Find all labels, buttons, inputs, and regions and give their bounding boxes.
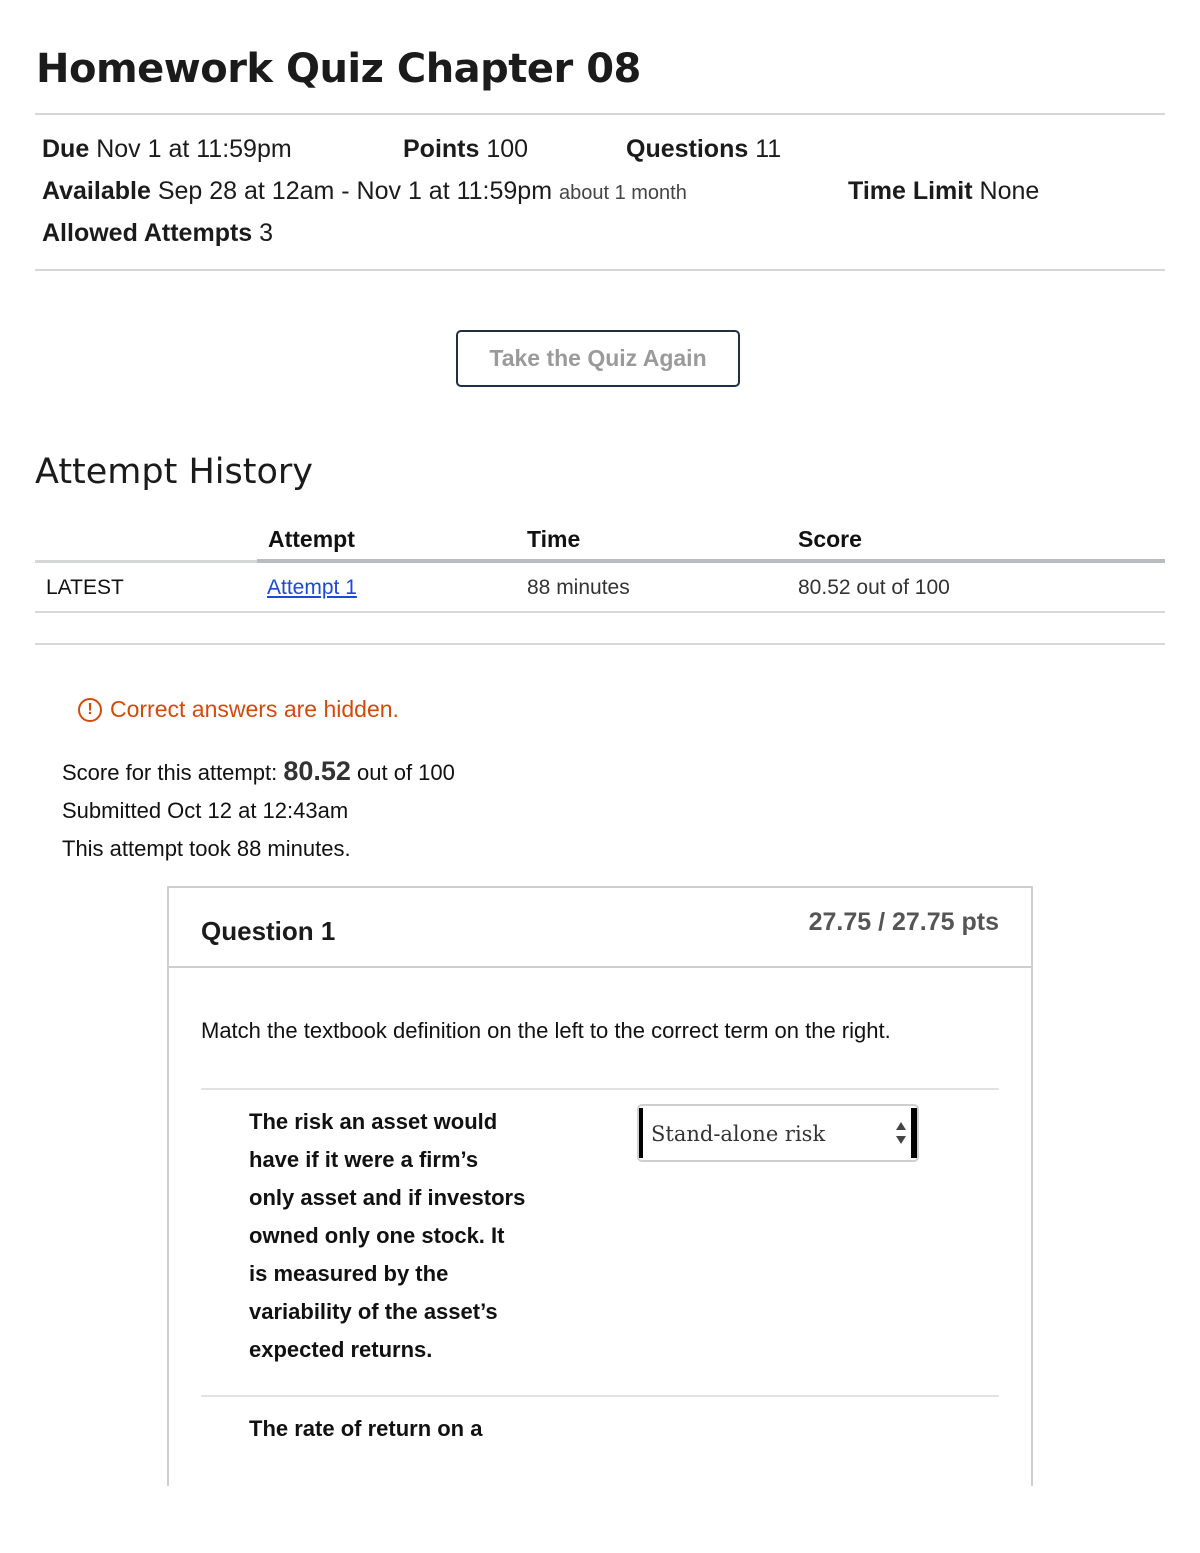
- match-definition-1: The risk an asset would have if it were a firm’s only asset and if investors owned only one stock. It is measured by the variability of the asset’s expected returns.: [249, 1109, 526, 1362]
- match-term-select-1[interactable]: [637, 1104, 919, 1162]
- attempt-score-line: Score for this attempt: 80.52 out of 100: [62, 756, 455, 786]
- divider: [35, 113, 1165, 115]
- submitted-line: Submitted Oct 12 at 12:43am: [62, 798, 349, 823]
- attempt-1-link[interactable]: Attempt 1: [267, 576, 357, 599]
- table-row-divider: [35, 611, 1165, 613]
- table-header-line: [257, 559, 1165, 563]
- match-row-divider: [201, 1395, 999, 1397]
- available-info: Available Sep 28 at 12am - Nov 1 at 11:59pm about 1 month: [42, 177, 687, 205]
- points-info: Points 100: [403, 135, 529, 163]
- column-header-time: Time: [527, 526, 581, 552]
- questions-info: Questions 11: [626, 135, 782, 163]
- duration-line: This attempt took 88 minutes.: [62, 836, 351, 861]
- column-header-score: Score: [798, 526, 862, 552]
- time-limit-info: Time Limit None: [848, 177, 1040, 205]
- table-header-line: [35, 560, 257, 563]
- selected-term: Stand-alone risk: [651, 1122, 826, 1146]
- correct-answers-hidden-notice: ! Correct answers are hidden.: [78, 696, 399, 723]
- attempt-score: 80.52 out of 100: [798, 576, 950, 599]
- divider: [35, 269, 1165, 271]
- question-header-divider: [169, 966, 1031, 968]
- match-row-divider: [201, 1088, 999, 1090]
- select-arrows-icon: [895, 1120, 907, 1146]
- allowed-attempts-info: Allowed Attempts 3: [42, 219, 274, 247]
- question-prompt: Match the textbook definition on the left to the correct term on the right.: [201, 1018, 891, 1043]
- divider: [35, 643, 1165, 645]
- attempt-history-heading: Attempt History: [35, 452, 313, 492]
- question-1-card: [167, 886, 1033, 1486]
- column-header-attempt: Attempt: [268, 526, 355, 552]
- latest-tag: LATEST: [46, 576, 124, 599]
- question-points: 27.75 / 27.75 pts: [808, 908, 999, 936]
- page-title: Homework Quiz Chapter 08: [36, 46, 641, 92]
- due-info: Due Nov 1 at 11:59pm: [42, 135, 292, 163]
- match-definition-2: The rate of return on a: [249, 1416, 483, 1441]
- question-title: Question 1: [201, 916, 336, 946]
- take-quiz-again-button[interactable]: Take the Quiz Again: [456, 330, 740, 387]
- alert-circle-icon: !: [78, 698, 102, 722]
- attempt-time: 88 minutes: [527, 576, 630, 599]
